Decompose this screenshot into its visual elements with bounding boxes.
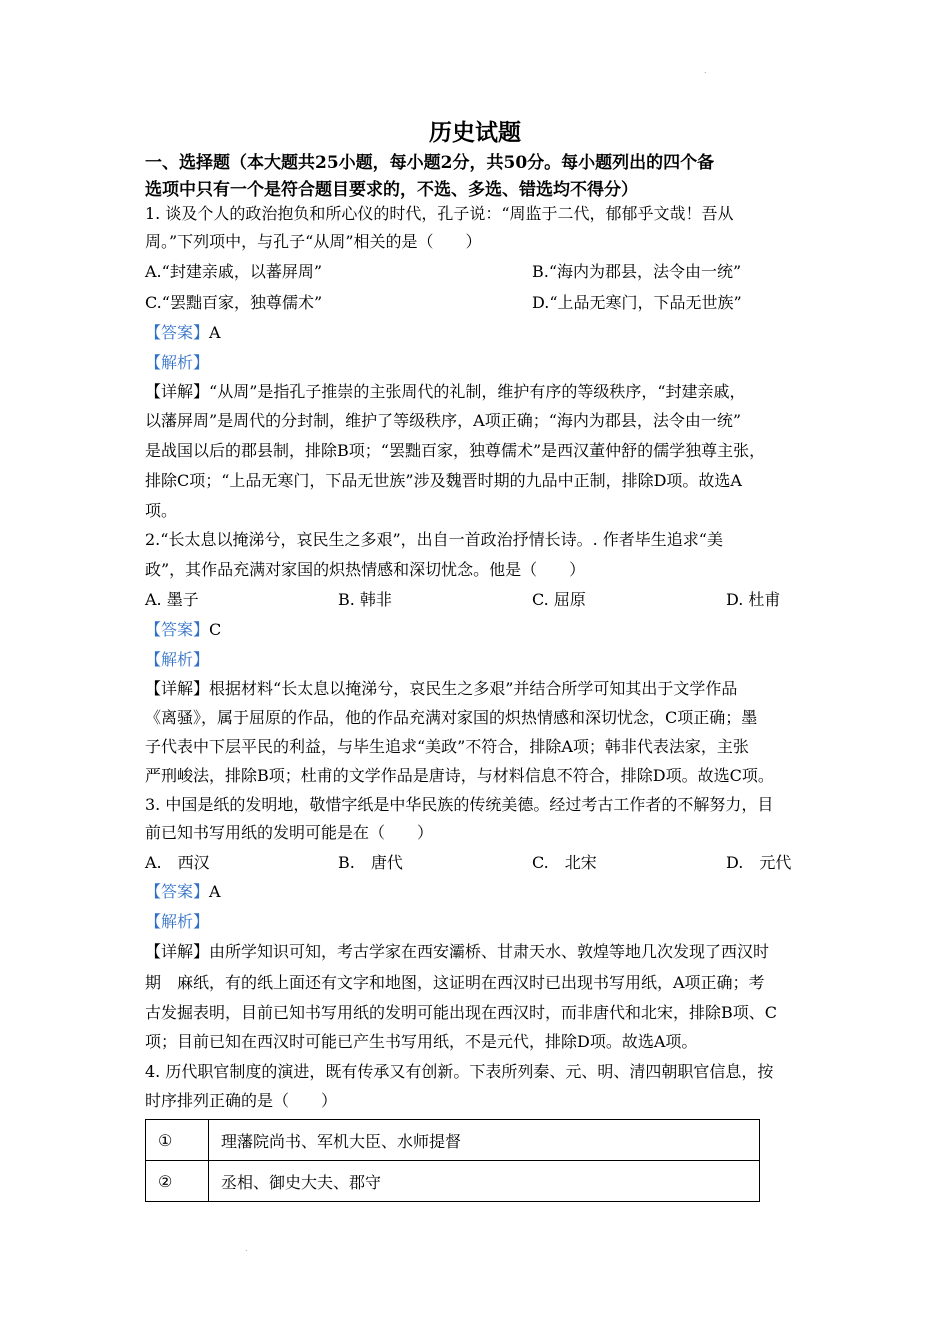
q1-stem-line1: 1. 谈及个人的政治抱负和所心仪的时代，孔子说：“周监于二代，郁郁乎文哉！吾从 [145, 204, 734, 223]
q2-detail-line2: 《离骚》，属于屈原的作品，他的作品充满对家国的炽热情感和深切忧念，C项正确；墨 [145, 708, 758, 727]
table-row [146, 1120, 760, 1161]
q2-stem-line2: 政”，其作品充满对家国的炽热情感和深切忧念。他是（ ） [145, 560, 586, 579]
q2-option-a: A. 墨子 [145, 590, 199, 609]
q2-detail-line1 [145, 679, 737, 699]
q3-option-d: D. 元代 [726, 853, 792, 872]
q2-stem-line1: 2.“长太息以掩涕兮，哀民生之多艰”，出自一首政治抒情长诗。. 作者毕生追求“美 [145, 530, 723, 549]
q1-stem-line2: 周。”下列项中，与孔子“从周”相关的是（ ） [145, 232, 482, 251]
q1-option-d: D.“上品无寒门，下品无世族” [532, 293, 742, 312]
q1-detail-line5: 项。 [145, 501, 178, 520]
q1-option-a: A.“封建亲戚，以蕃屏周” [145, 262, 323, 281]
detail-tag: 【详解】 [145, 382, 210, 401]
answer-tag: 【答案】 [145, 323, 210, 342]
section-instruction-line2: 选项中只有一个是符合题目要求的，不选、多选、错选均不得分） [145, 180, 638, 200]
detail-tag: 【详解】 [145, 679, 210, 698]
officials-table [145, 1119, 760, 1202]
detail-text: “从周”是指孔子推崇的主张周代的礼制，维护有序的等级秩序，“封建亲戚， [209, 382, 746, 401]
q3-option-b: B. 唐代 [338, 853, 403, 872]
q3-option-a: A. 西汉 [145, 853, 210, 872]
page-mark: . [704, 66, 707, 75]
q1-option-c: C.“罢黜百家，独尊儒术” [145, 293, 323, 312]
q3-option-c: C. 北宋 [532, 853, 597, 872]
q3-answer [145, 882, 221, 902]
q2-detail-line3: 子代表中下层平民的利益，与毕生追求“美政”不符合，排除A项；韩非代表法家，主张 [145, 737, 749, 756]
answer-value: A [209, 323, 221, 342]
q1-detail-line2: 以藩屏周”是周代的分封制，维护了等级秩序，A项正确；“海内为郡县，法令由一统” [145, 411, 742, 430]
q1-detail-line4: 排除C项；“上品无寒门，下品无世族”涉及魏晋时期的九品中正制，排除D项。故选A [145, 471, 742, 490]
page-title: 历史试题 [429, 119, 521, 146]
q3-detail-line2: 期 麻纸，有的纸上面还有文字和地图，这证明在西汉时已出现书写用纸，A项正确；考 [145, 973, 765, 992]
q2-answer [145, 620, 221, 640]
detail-text: 根据材料“长太息以掩涕兮，哀民生之多艰”并结合所学可知其出于文学作品 [209, 679, 738, 698]
detail-tag: 【详解】 [145, 942, 210, 961]
q1-analysis-tag: 【解析】 [145, 353, 210, 372]
q2-option-c: C. 屈原 [532, 590, 586, 609]
q1-answer [145, 323, 221, 343]
q2-detail-line4: 严刑峻法，排除B项；杜甫的文学作品是唐诗，与材料信息不符合，排除D项。故选C项。 [145, 766, 774, 785]
q3-stem-line2: 前已知书写用纸的发明可能是在（ ） [145, 823, 434, 842]
q3-stem-line1: 3. 中国是纸的发明地，敬惜字纸是中华民族的传统美德。经过考古工作者的不解努力，目 [145, 795, 774, 814]
q1-option-b: B.“海内为郡县，法令由一统” [532, 262, 742, 281]
q3-detail-line1 [145, 942, 769, 962]
table-cell-num: ② [146, 1161, 209, 1202]
answer-tag: 【答案】 [145, 620, 210, 639]
q3-detail-line4: 项；目前已知在西汉时可能已产生书写用纸，不是元代，排除D项。故选A项。 [145, 1032, 698, 1051]
q1-detail-line3: 是战国以后的郡县制，排除B项；“罢黜百家，独尊儒术”是西汉董仲舒的儒学独尊主张， [145, 441, 766, 460]
answer-value: C [209, 620, 222, 639]
answer-tag: 【答案】 [145, 882, 210, 901]
detail-text: 由所学知识可知，考古学家在西安灞桥、甘肃天水、敦煌等地几次发现了西汉时 [209, 942, 770, 961]
table-row [146, 1161, 760, 1202]
q4-stem-line1: 4. 历代职官制度的演进，既有传承又有创新。下表所列秦、元、明、清四朝职官信息，按 [145, 1062, 774, 1081]
q2-analysis-tag: 【解析】 [145, 650, 210, 669]
q3-detail-line3: 古发掘表明，目前已知书写用纸的发明可能出现在西汉时，而非唐代和北宋，排除B项、C [145, 1003, 778, 1022]
q3-analysis-tag: 【解析】 [145, 912, 210, 931]
table-cell-num: ① [146, 1120, 209, 1161]
answer-value: A [209, 882, 221, 901]
section-instruction-line1: 一、选择题（本大题共25小题，每小题2分，共50分。每小题列出的四个备 [145, 153, 715, 173]
q2-option-d: D. 杜甫 [726, 590, 781, 609]
page-mark: . [245, 1244, 248, 1253]
table-cell-text: 理藩院尚书、军机大臣、水师提督 [209, 1120, 760, 1161]
table-cell-text: 丞相、御史大夫、郡守 [209, 1161, 760, 1202]
q1-detail-line1 [145, 382, 746, 402]
q4-stem-line2: 时序排列正确的是（ ） [145, 1091, 338, 1110]
q2-option-b: B. 韩非 [338, 590, 392, 609]
